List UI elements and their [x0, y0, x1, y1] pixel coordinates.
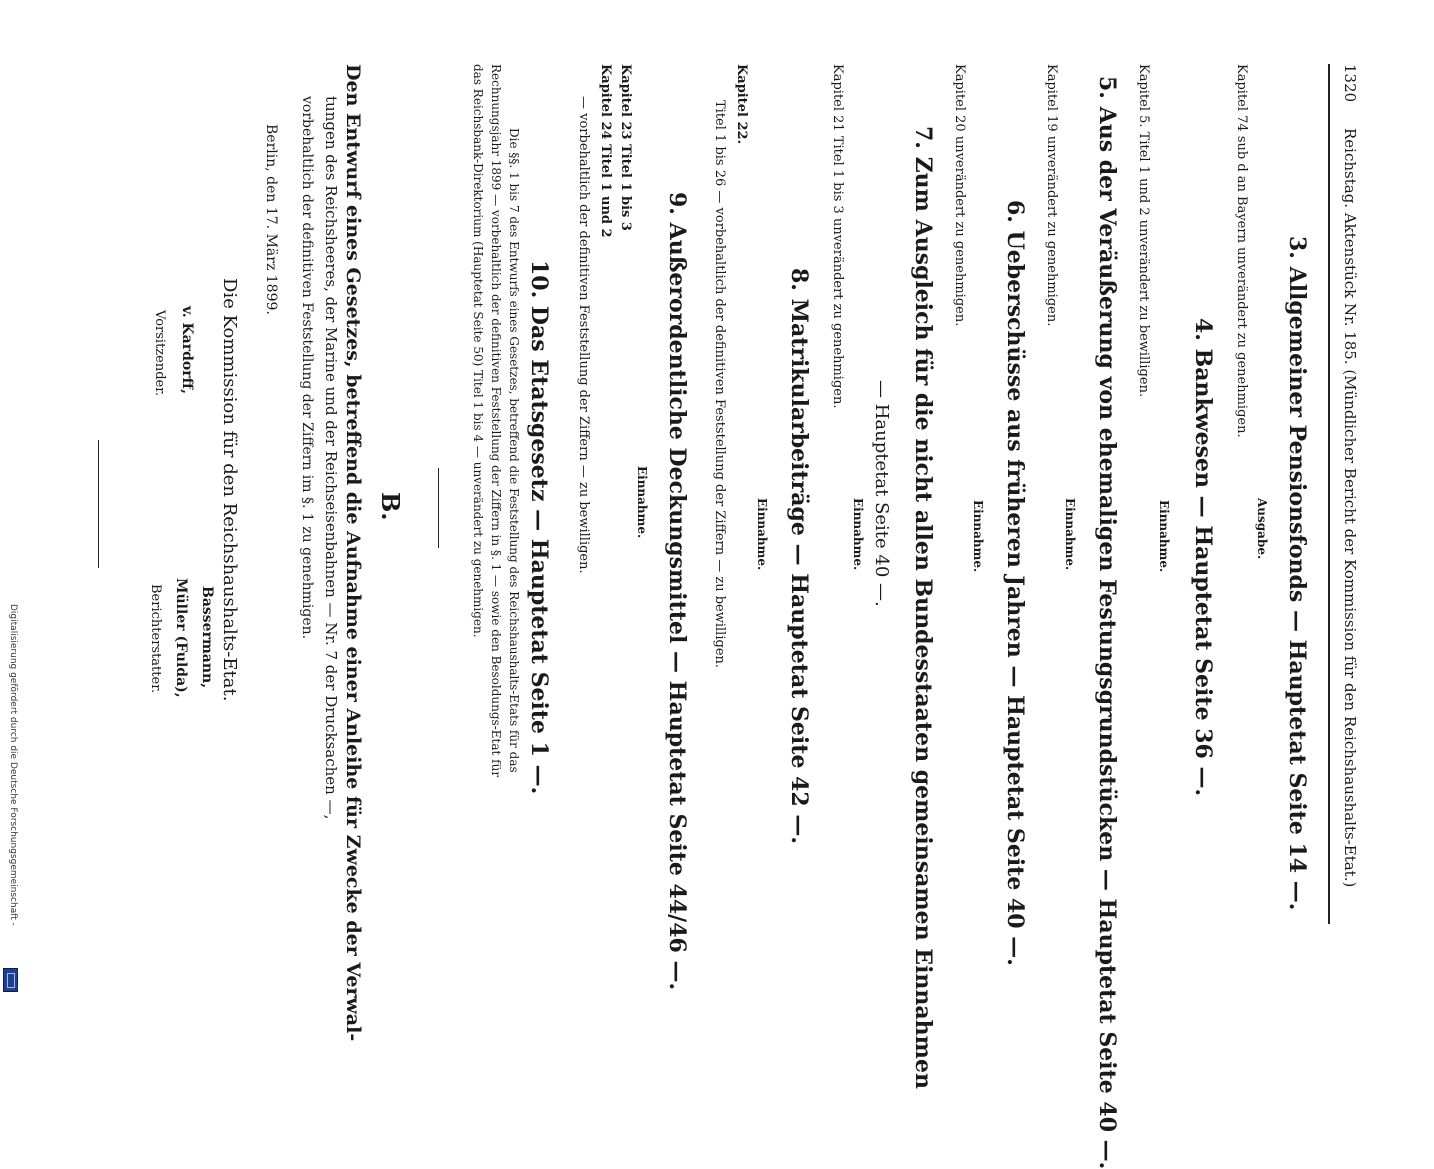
section-text-10-3: das Reichsbank-Direktorium (Hauptetat Seite 50) Titel 1 bis 4 — unverändert zu genehmigen. — [471, 64, 485, 638]
section-sub-3: Ausgabe. — [1255, 498, 1269, 560]
section-sub-8: Einnahme. — [755, 498, 769, 571]
section-text-9-3: — vorbehaltlich der definitiven Feststellung der Ziffern — zu bewilligen. — [576, 96, 591, 574]
place-date: Berlin, den 17. März 1899. — [263, 124, 279, 315]
section-text-4-1: Kapitel 5. Titel 1 und 2 unverändert zu bewilligen. — [1136, 64, 1151, 398]
section-heading-8: 8. Matrikularbeiträge — Hauptetat Seite 42 —. — [786, 268, 812, 845]
divider-2 — [98, 440, 99, 568]
part-b-line-2: tungen des Reichsheeres, der Marine und der Reichseisenbahnen — Nr. 7 der Drucksachen —, — [322, 96, 340, 820]
section-sub-4: Einnahme. — [1157, 500, 1171, 573]
commission-name: Die Kommission für den Reichshaushalts-Etat. — [219, 278, 240, 702]
part-b-line-3: vorbehaltlich der definitiven Feststellung der Ziffern im §. 1 zu genehmigen. — [299, 96, 315, 640]
header-rule — [1328, 64, 1330, 924]
section-text-9-1: Kapitel 23 Titel 1 bis 3 — [618, 64, 633, 231]
section-text-6-1: Kapitel 20 unverändert zu genehmigen. — [952, 64, 967, 327]
section-text-3-1: Kapitel 74 sub d an Bayern unverändert zu genehmigen. — [1234, 64, 1249, 438]
section-heading-7-cont: — Hauptetat Seite 40 —. — [871, 380, 892, 607]
section-heading-10: 10. Das Etatsgesetz — Hauptetat Seite 1 —. — [526, 260, 552, 795]
part-b-line-1: Den Entwurf eines Gesetzes, betreffend die Aufnahme einer Anleihe für Zwecke der Verwal- — [342, 64, 364, 1042]
section-text-9-2: Kapitel 24 Titel 1 und 2 — [598, 64, 613, 238]
running-title: Reichstag. Aktenstück Nr. 185. (Mündlicher Bericht der Kommission für den Reichshaushalts-Etat.) — [1341, 128, 1359, 888]
section-heading-6: 6. Ueberschüsse aus früheren Jahren — Hauptetat Seite 40 —. — [1002, 200, 1028, 966]
section-text-7-1: Kapitel 21 Titel 1 bis 3 unverändert zu genehmigen. — [830, 64, 845, 409]
rapporteur-name-2: Müller (Fulda), — [173, 578, 189, 698]
section-sub-9: Einnahme. — [635, 466, 649, 539]
section-heading-3: 3. Allgemeiner Pensionsfonds — Hauptetat Seite 14 —. — [1284, 236, 1310, 911]
divider-1 — [438, 468, 439, 548]
section-text-10-2: Rechnungsjahr 1899 — vorbehaltlich der definitiven Feststellung der Ziffern in §. 1 — sowie den Besoldungs-Etat für — [489, 64, 503, 778]
digitization-credit: Digitalisierung gefördert durch die Deutsche Forschungsgemeinschaft - — [8, 604, 18, 926]
rapporteur-role: Berichterstatter. — [148, 584, 163, 694]
section-sub-5: Einnahme. — [1063, 498, 1077, 571]
section-heading-4: 4. Bankwesen — Hauptetat Seite 36 —. — [1190, 318, 1216, 797]
rapporteur-name-1: Bassermann, — [199, 586, 215, 689]
part-b-letter: B. — [376, 492, 405, 521]
section-heading-5: 5. Aus der Veräußerung von ehemaligen Festungsgrundstücken — Hauptetat Seite 40 —. — [1094, 76, 1120, 1169]
section-sub-6: Einnahme. — [971, 500, 985, 573]
page-number: 1320 — [1341, 64, 1359, 103]
chair-name: v. Kardorff, — [179, 306, 195, 394]
chair-role: Vorsitzender. — [152, 310, 167, 397]
section-sub-7: Einnahme. — [851, 498, 865, 571]
dfg-logo-icon — [3, 968, 18, 992]
section-text-8-2: Titel 1 bis 26 — vorbehaltlich der definitiven Feststellung der Ziffern — zu bewilligen. — [712, 100, 727, 669]
section-text-10-1: Die §§. 1 bis 7 des Entwurfs eines Gesetzes, betreffend die Feststellung des Reichshaushalts-Etats für das — [507, 128, 521, 773]
section-heading-7: 7. Zum Ausgleich für die nicht allen Bundesstaaten gemeinsamen Einnahmen — [910, 126, 936, 1089]
section-text-5-1: Kapitel 19 unverändert zu genehmigen. — [1044, 64, 1059, 327]
section-text-8-1: Kapitel 22. — [734, 64, 749, 145]
section-heading-9: 9. Außerordentliche Deckungsmittel — Hauptetat Seite 44/46 —. — [664, 192, 690, 991]
